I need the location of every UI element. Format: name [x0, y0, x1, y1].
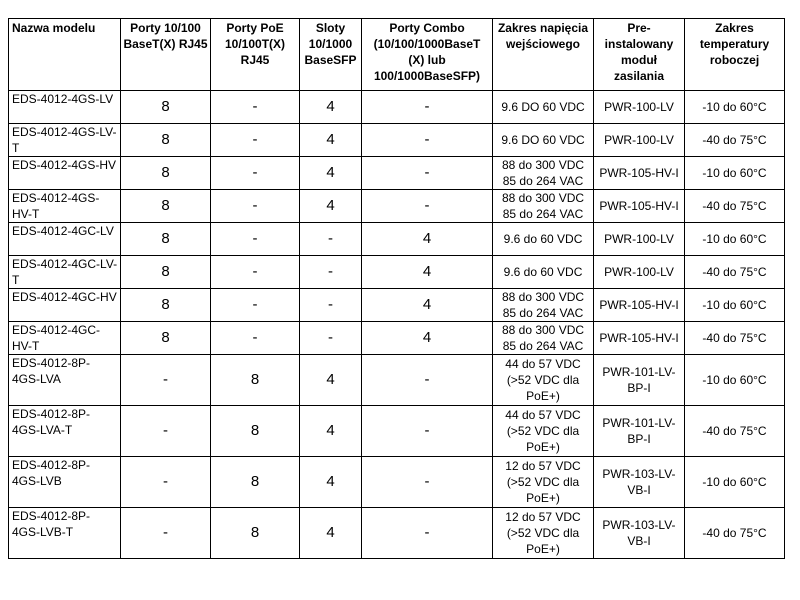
- cell-rj45: 8: [121, 157, 211, 190]
- header-temperature: Zakres temperatury roboczej: [685, 19, 785, 91]
- cell-poe: -: [211, 322, 300, 355]
- cell-sfp: 4: [300, 355, 362, 406]
- cell-power-module: PWR-105-HV-I: [594, 190, 685, 223]
- cell-model: EDS-4012-4GS-HV: [9, 157, 121, 190]
- cell-model: EDS-4012-8P-4GS-LVB: [9, 457, 121, 508]
- cell-model: EDS-4012-8P-4GS-LVA-T: [9, 406, 121, 457]
- cell-rj45: 8: [121, 124, 211, 157]
- cell-rj45: 8: [121, 190, 211, 223]
- table-row: [9, 355, 785, 406]
- header-power-module: Pre-instalowany moduł zasilania: [594, 19, 685, 91]
- cell-rj45: 8: [121, 322, 211, 355]
- cell-combo: -: [362, 124, 493, 157]
- cell-poe: -: [211, 256, 300, 289]
- cell-sfp: -: [300, 289, 362, 322]
- header-row: [9, 19, 785, 91]
- cell-combo: -: [362, 508, 493, 559]
- table-row: [9, 508, 785, 559]
- cell-poe: -: [211, 157, 300, 190]
- cell-voltage: 9.6 DO 60 VDC: [493, 91, 594, 124]
- cell-voltage: 88 do 300 VDC 85 do 264 VAC: [493, 157, 594, 190]
- cell-temperature: -40 do 75°C: [685, 322, 785, 355]
- cell-power-module: PWR-105-HV-I: [594, 322, 685, 355]
- table-row: [9, 157, 785, 190]
- cell-poe: -: [211, 289, 300, 322]
- cell-rj45: 8: [121, 223, 211, 256]
- cell-model: EDS-4012-4GC-HV-T: [9, 322, 121, 355]
- cell-power-module: PWR-105-HV-I: [594, 289, 685, 322]
- cell-temperature: -40 do 75°C: [685, 256, 785, 289]
- cell-poe: 8: [211, 508, 300, 559]
- cell-power-module: PWR-100-LV: [594, 256, 685, 289]
- header-sfp-slots: Sloty 10/1000 BaseSFP: [300, 19, 362, 91]
- cell-rj45: -: [121, 457, 211, 508]
- cell-sfp: 4: [300, 508, 362, 559]
- cell-sfp: 4: [300, 157, 362, 190]
- header-poe-ports: Porty PoE 10/100T(X) RJ45: [211, 19, 300, 91]
- cell-model: EDS-4012-4GC-LV: [9, 223, 121, 256]
- cell-rj45: 8: [121, 256, 211, 289]
- cell-voltage: 9.6 do 60 VDC: [493, 223, 594, 256]
- cell-combo: 4: [362, 322, 493, 355]
- cell-sfp: 4: [300, 91, 362, 124]
- cell-voltage: 88 do 300 VDC 85 do 264 VAC: [493, 289, 594, 322]
- cell-temperature: -40 do 75°C: [685, 124, 785, 157]
- cell-temperature: -10 do 60°C: [685, 157, 785, 190]
- cell-combo: 4: [362, 256, 493, 289]
- cell-poe: -: [211, 91, 300, 124]
- cell-voltage: 88 do 300 VDC 85 do 264 VAC: [493, 190, 594, 223]
- cell-combo: -: [362, 406, 493, 457]
- cell-temperature: -40 do 75°C: [685, 406, 785, 457]
- cell-power-module: PWR-101-LV-BP-I: [594, 355, 685, 406]
- cell-combo: 4: [362, 223, 493, 256]
- cell-model: EDS-4012-8P-4GS-LVB-T: [9, 508, 121, 559]
- header-combo-ports: Porty Combo (10/100/1000BaseT (X) lub 100/1000BaseSFP): [362, 19, 493, 91]
- cell-model: EDS-4012-4GS-HV-T: [9, 190, 121, 223]
- cell-combo: -: [362, 190, 493, 223]
- cell-power-module: PWR-100-LV: [594, 91, 685, 124]
- cell-poe: 8: [211, 457, 300, 508]
- table-row: [9, 91, 785, 124]
- cell-rj45: 8: [121, 289, 211, 322]
- header-input-voltage: Zakres napięcia wejściowego: [493, 19, 594, 91]
- cell-rj45: -: [121, 355, 211, 406]
- table-row: [9, 223, 785, 256]
- cell-power-module: PWR-100-LV: [594, 223, 685, 256]
- cell-temperature: -10 do 60°C: [685, 91, 785, 124]
- cell-poe: 8: [211, 355, 300, 406]
- cell-poe: -: [211, 190, 300, 223]
- cell-voltage: 9.6 DO 60 VDC: [493, 124, 594, 157]
- cell-power-module: PWR-103-LV-VB-I: [594, 457, 685, 508]
- table-row: [9, 256, 785, 289]
- table-row: [9, 289, 785, 322]
- cell-temperature: -40 do 75°C: [685, 508, 785, 559]
- cell-poe: -: [211, 223, 300, 256]
- cell-rj45: 8: [121, 91, 211, 124]
- cell-power-module: PWR-105-HV-I: [594, 157, 685, 190]
- cell-sfp: -: [300, 223, 362, 256]
- cell-combo: -: [362, 91, 493, 124]
- cell-temperature: -10 do 60°C: [685, 223, 785, 256]
- cell-temperature: -40 do 75°C: [685, 190, 785, 223]
- cell-sfp: 4: [300, 406, 362, 457]
- table-row: [9, 124, 785, 157]
- cell-voltage: 88 do 300 VDC 85 do 264 VAC: [493, 322, 594, 355]
- cell-combo: -: [362, 457, 493, 508]
- cell-rj45: -: [121, 406, 211, 457]
- table-row: [9, 457, 785, 508]
- cell-power-module: PWR-101-LV-BP-I: [594, 406, 685, 457]
- cell-model: EDS-4012-4GS-LV: [9, 91, 121, 124]
- cell-sfp: -: [300, 256, 362, 289]
- cell-poe: -: [211, 124, 300, 157]
- cell-combo: -: [362, 157, 493, 190]
- cell-sfp: -: [300, 322, 362, 355]
- spec-table: [8, 18, 785, 559]
- cell-temperature: -10 do 60°C: [685, 355, 785, 406]
- cell-power-module: PWR-100-LV: [594, 124, 685, 157]
- cell-power-module: PWR-103-LV-VB-I: [594, 508, 685, 559]
- table-row: [9, 322, 785, 355]
- cell-voltage: 9.6 do 60 VDC: [493, 256, 594, 289]
- header-model-name: Nazwa modelu: [9, 19, 121, 91]
- cell-model: EDS-4012-4GS-LV-T: [9, 124, 121, 157]
- cell-model: EDS-4012-4GC-LV-T: [9, 256, 121, 289]
- cell-voltage: 44 do 57 VDC (>52 VDC dla PoE+): [493, 355, 594, 406]
- cell-voltage: 12 do 57 VDC (>52 VDC dla PoE+): [493, 457, 594, 508]
- header-ports-rj45: Porty 10/100 BaseT(X) RJ45: [121, 19, 211, 91]
- cell-temperature: -10 do 60°C: [685, 289, 785, 322]
- cell-model: EDS-4012-4GC-HV: [9, 289, 121, 322]
- cell-sfp: 4: [300, 190, 362, 223]
- cell-poe: 8: [211, 406, 300, 457]
- cell-sfp: 4: [300, 457, 362, 508]
- table-row: [9, 406, 785, 457]
- cell-sfp: 4: [300, 124, 362, 157]
- cell-voltage: 12 do 57 VDC (>52 VDC dla PoE+): [493, 508, 594, 559]
- cell-combo: 4: [362, 289, 493, 322]
- cell-model: EDS-4012-8P-4GS-LVA: [9, 355, 121, 406]
- cell-temperature: -10 do 60°C: [685, 457, 785, 508]
- cell-combo: -: [362, 355, 493, 406]
- table-row: [9, 190, 785, 223]
- cell-voltage: 44 do 57 VDC (>52 VDC dla PoE+): [493, 406, 594, 457]
- cell-rj45: -: [121, 508, 211, 559]
